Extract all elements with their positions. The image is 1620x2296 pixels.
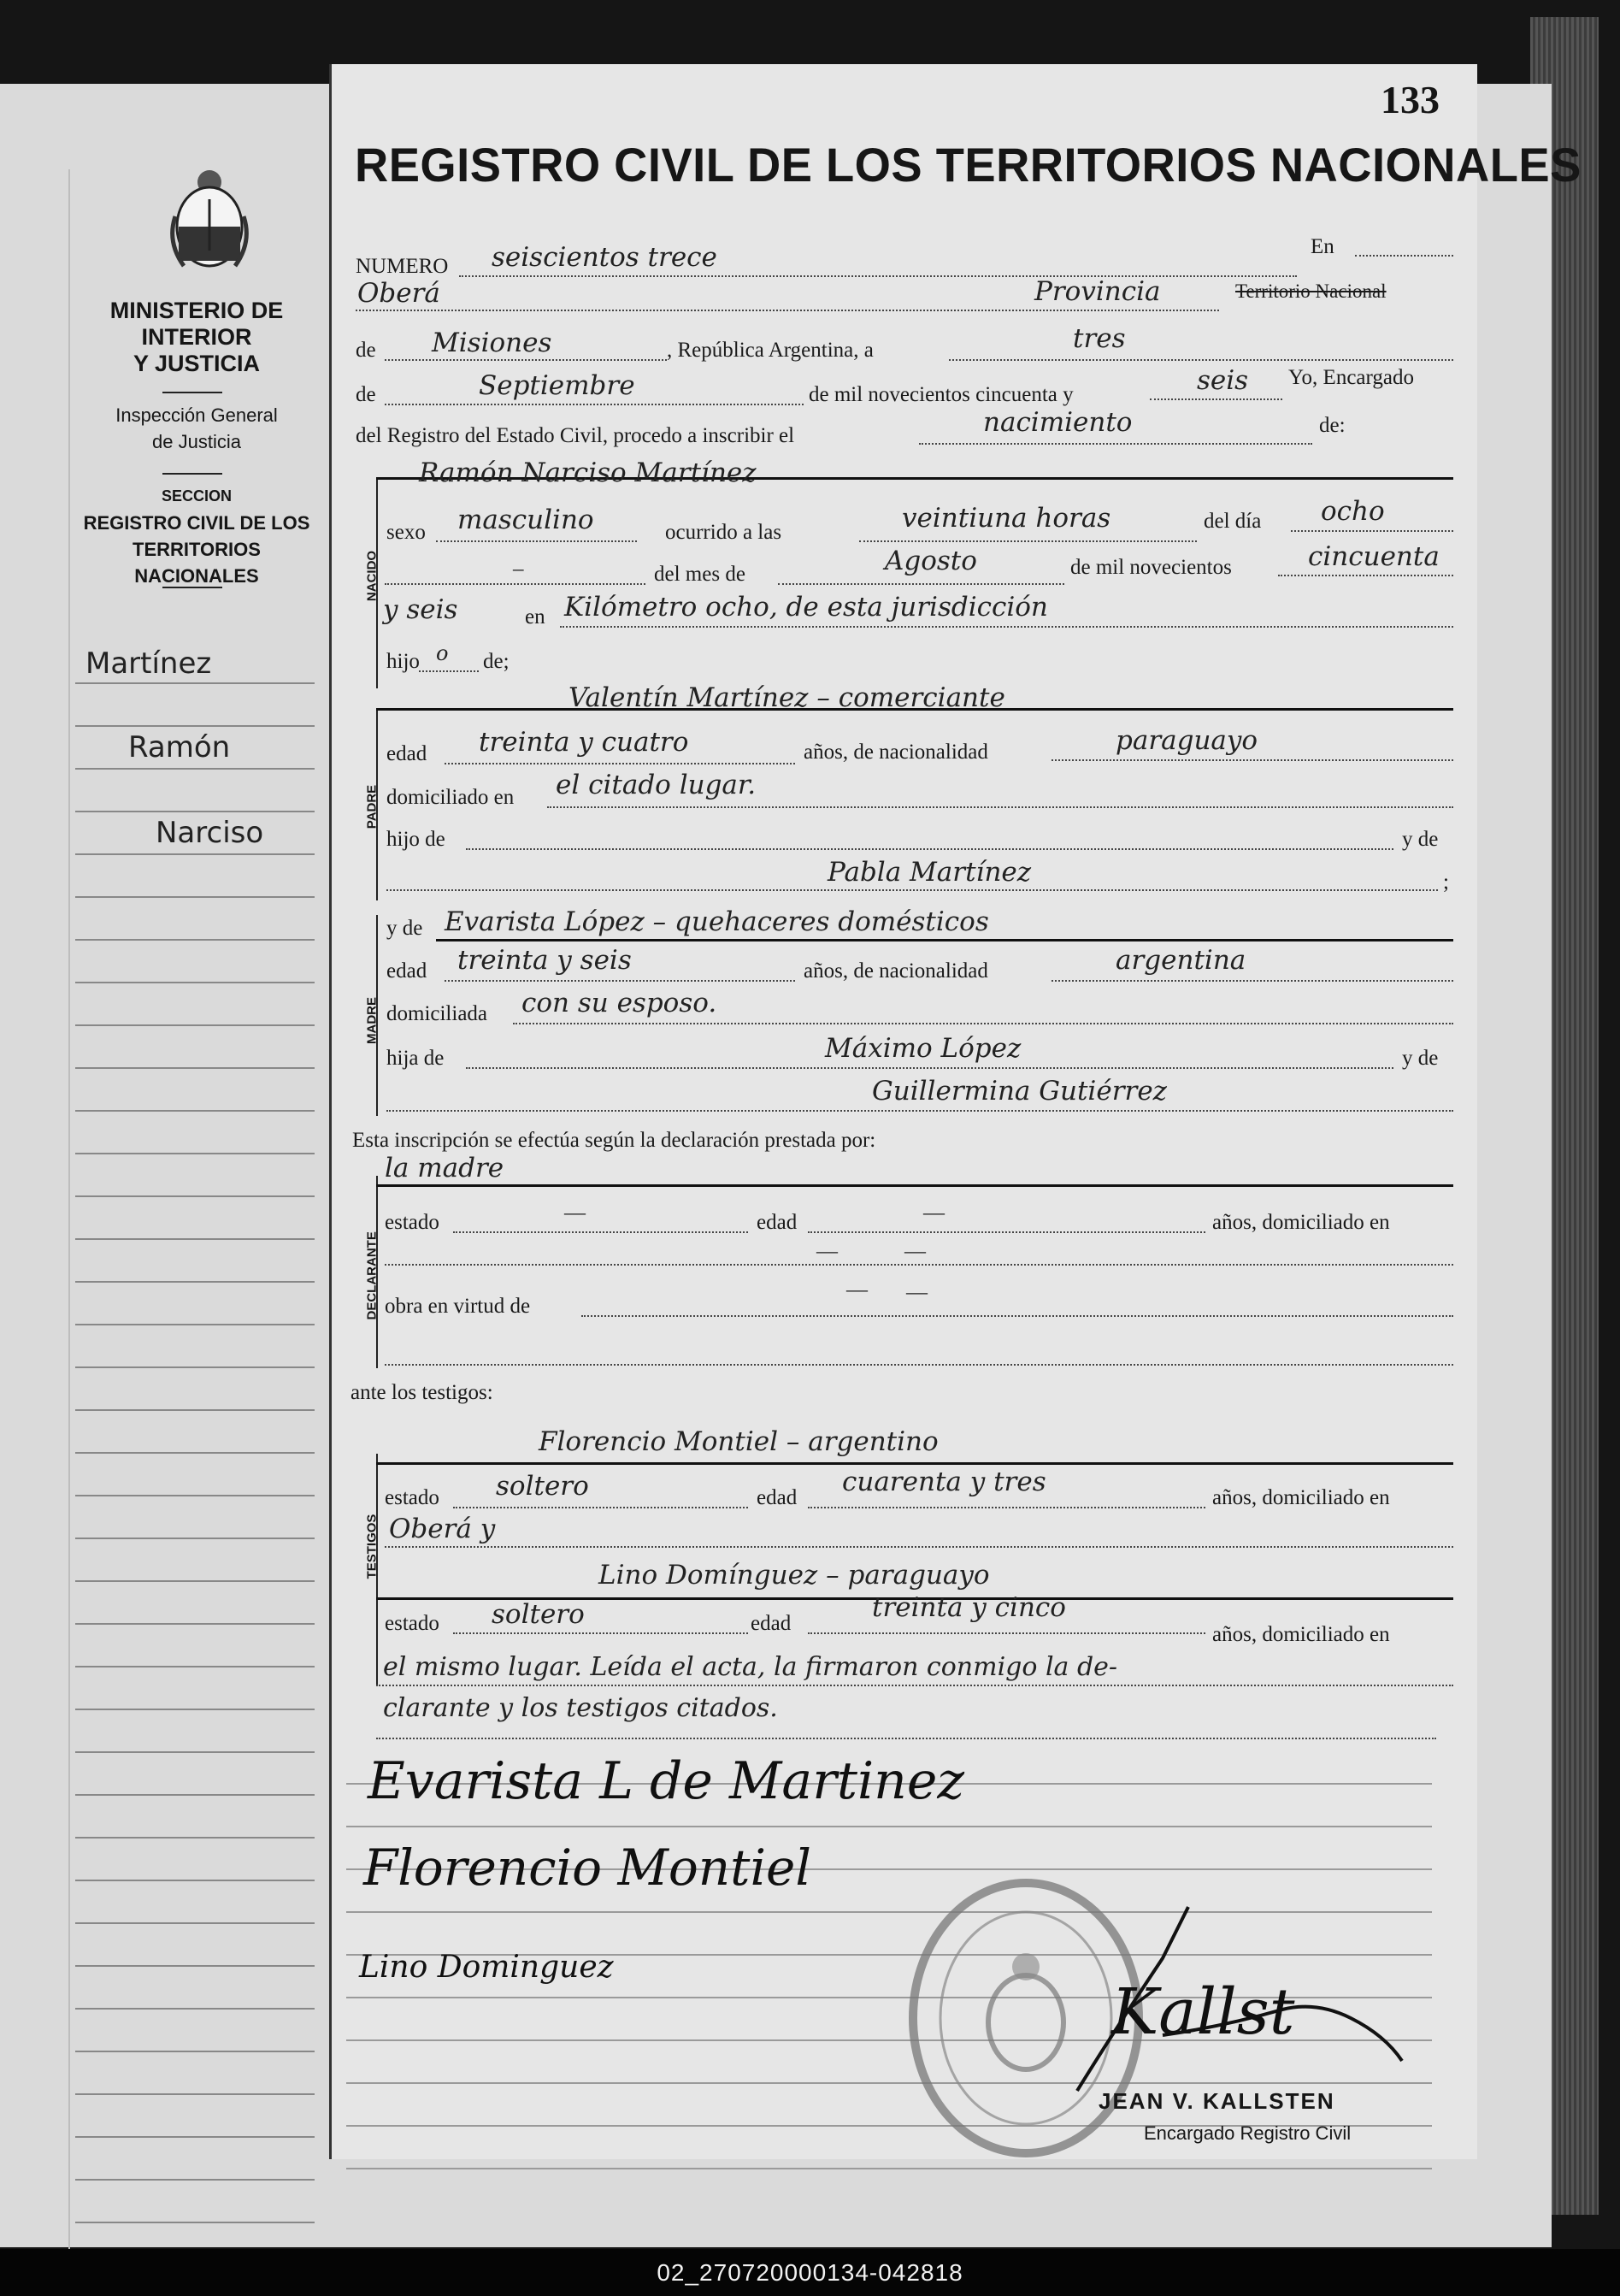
padre-hijo-de-label: hijo de	[386, 828, 445, 851]
de-label-1: de	[356, 339, 376, 362]
declarante-estado-dash: —	[564, 1201, 586, 1225]
de-nacido-label: de;	[483, 650, 510, 673]
del-registro-label: del Registro del Estado Civil, procedo a inscribir el	[356, 424, 795, 447]
act-type-line	[919, 443, 1312, 445]
stub-rule-line	[75, 1709, 315, 1710]
dia-value: ocho	[1321, 496, 1385, 527]
anio-line	[1278, 575, 1453, 576]
stub-rule-line	[75, 1324, 315, 1325]
numero-line	[459, 275, 1297, 277]
stub-rule-line	[75, 1965, 315, 1967]
stub-divider	[162, 587, 222, 588]
padre-section-label: PADRE	[364, 784, 380, 829]
padre-padres-line	[386, 889, 1438, 891]
declarante-obra-label: obra en virtud de	[385, 1295, 531, 1318]
day-value: tres	[1073, 323, 1126, 354]
madre-domicilio-line	[513, 1023, 1453, 1024]
stub-rule-line	[75, 1281, 315, 1283]
lugar-line	[560, 626, 1453, 628]
stub-rule-line	[75, 1409, 315, 1411]
testigo1-dom-line	[385, 1546, 1453, 1548]
stub-rule-line	[75, 1238, 315, 1240]
stub-rule-line	[75, 2051, 315, 2052]
signature-rule-line	[346, 2168, 1432, 2169]
madre-nacionalidad: argentina	[1116, 945, 1246, 976]
stub-rule-line	[75, 982, 315, 983]
stub-rule-line	[75, 2179, 315, 2181]
declarante-estado-label: estado	[385, 1211, 439, 1234]
testigo2-estado-label: estado	[385, 1612, 439, 1635]
dash-line	[385, 583, 645, 585]
place-value: Oberá	[357, 278, 440, 309]
hora-value: veintiuna horas	[902, 503, 1111, 534]
declarante-value: la madre	[385, 1153, 504, 1183]
stub-rule-line	[75, 1666, 315, 1667]
padre-domicilio: el citado lugar.	[556, 770, 757, 800]
sexo-label: sexo	[386, 521, 426, 544]
en-line	[1355, 255, 1453, 257]
madre-y-de-label-2: y de	[1402, 1047, 1439, 1070]
madre-nacionalidad-label: años, de nacionalidad	[804, 959, 988, 983]
mes-value: Agosto	[885, 546, 977, 576]
closing-text: clarante y los testigos citados.	[383, 1693, 778, 1723]
official-signature: Kallst	[1111, 1975, 1295, 2049]
provincia-value: Provincia	[1034, 276, 1161, 307]
month-line	[385, 404, 804, 405]
del-mes-label: del mes de	[654, 563, 745, 586]
stub-rule-line	[75, 1153, 315, 1154]
hijo-value: o	[436, 641, 449, 665]
territorio-label: Territorio Nacional	[1235, 280, 1387, 302]
signature-testigo-1: Florencio Montiel	[363, 1839, 811, 1897]
lugar-value: Kilómetro ocho, de esta jurisdicción	[564, 592, 1048, 623]
padre-edad-line	[445, 763, 795, 764]
coat-of-arms-icon	[167, 165, 252, 276]
stub-name-1: Ramón	[128, 730, 231, 764]
sexo-value: masculino	[457, 505, 594, 535]
stub-rule-line	[75, 1580, 315, 1582]
stub-rule-line	[75, 1110, 315, 1112]
numero-label: NUMERO	[356, 255, 449, 278]
madre-name-line	[436, 939, 1453, 941]
testigo1-name: Florencio Montiel – argentino	[539, 1426, 939, 1457]
page-number: 133	[1381, 78, 1440, 121]
de-colon-label: de:	[1319, 414, 1346, 437]
signature-declarante: Evarista L de Martinez	[368, 1751, 964, 1811]
declarante-dom-dash: —	[816, 1240, 838, 1263]
stub-rule-line	[75, 939, 315, 941]
mil-label: de mil novecientos cincuenta y	[809, 383, 1074, 406]
madre-name: Evarista López – quehaceres domésticos	[445, 906, 989, 937]
sexo-line	[436, 540, 637, 542]
month-value: Septiembre	[479, 370, 635, 401]
stub-rule-line	[75, 1837, 315, 1839]
nacido-name: Ramón Narciso Martínez	[419, 457, 757, 488]
declarante-dom-dash-2: —	[904, 1240, 926, 1263]
stub-rule-line	[75, 1366, 315, 1368]
ministry-line-1: MINISTERIO DE INTERIOR	[109, 298, 284, 350]
mes-line	[778, 583, 1064, 585]
ministry-line-2: Y JUSTICIA	[133, 351, 261, 376]
form-title: REGISTRO CIVIL DE LOS TERRITORIOS NACIONALES	[355, 138, 1582, 192]
stub-rule-line	[75, 1452, 315, 1454]
declarante-edad-label: edad	[757, 1211, 798, 1234]
numero-value: seiscientos trece	[492, 242, 717, 273]
madre-domicilio: con su esposo.	[521, 988, 717, 1018]
stub-divider	[162, 392, 222, 393]
stub-rule-line	[75, 2222, 315, 2223]
stub-name-2: Narciso	[156, 816, 264, 850]
official-title: Encargado Registro Civil	[1144, 2122, 1352, 2144]
section-line-2: REGISTRO CIVIL DE LOS	[83, 512, 310, 534]
province-value: Misiones	[432, 328, 552, 358]
declarante-intro: Esta inscripción se efectúa según la declaración prestada por:	[352, 1129, 876, 1152]
province-line	[385, 359, 667, 361]
madre-edad: treinta y seis	[457, 945, 632, 976]
hijo-label: hijo	[386, 650, 420, 673]
madre-padre: Máximo López	[825, 1033, 1022, 1064]
stub-rule-line	[75, 1024, 315, 1026]
stub-rule-line	[75, 2008, 315, 2010]
testigo2-anos-label: años, domiciliado en	[1212, 1623, 1390, 1646]
ocurrido-label: ocurrido a las	[665, 521, 782, 544]
testigo1-dom: Oberá y	[389, 1514, 496, 1544]
stub-surname: Martínez	[85, 646, 212, 681]
stub-rule-line	[75, 1623, 315, 1625]
padre-name: Valentín Martínez – comerciante	[568, 682, 1005, 713]
stub-rule-line	[75, 1922, 315, 1924]
madre-domicilio-label: domiciliada	[386, 1002, 488, 1025]
madre-nacionalidad-line	[1052, 980, 1453, 982]
day-line	[949, 359, 1453, 361]
republica-label: , República Argentina, a	[667, 339, 874, 362]
yo-label: Yo, Encargado	[1288, 366, 1414, 389]
declarante-edad-dash: —	[923, 1201, 945, 1225]
stub-rule-line	[75, 725, 315, 727]
testigo1-edad: cuarenta y tres	[842, 1467, 1046, 1497]
testigo2-dom: el mismo lugar. Leída el acta, la firmaron conmigo la de-	[383, 1652, 1118, 1682]
stub-rule-line	[75, 1880, 315, 1881]
padre-semicolon: ;	[1443, 871, 1449, 894]
stub	[0, 84, 329, 2247]
del-dia-label: del día	[1204, 510, 1262, 533]
testigo1-estado: soltero	[496, 1471, 589, 1502]
testigo2-edad: treinta y cinco	[872, 1592, 1066, 1623]
signature-testigo-2: Lino Dominguez	[359, 1950, 614, 1985]
stub-rule-line	[75, 1794, 315, 1796]
closing-line-1	[376, 1685, 1453, 1686]
madre-madre: Guillermina Gutiérrez	[872, 1076, 1168, 1107]
anio-value: cincuenta	[1308, 541, 1440, 572]
padre-y-de-label: y de	[1402, 828, 1439, 851]
hijo-line	[419, 670, 479, 672]
madre-hija-de-line	[466, 1067, 1393, 1069]
declarante-obra-dash: —	[846, 1278, 868, 1301]
stub-rule-line	[75, 811, 315, 812]
stub-rule-line	[75, 1195, 315, 1197]
stub-rule-line	[75, 1067, 315, 1069]
testigo1-anos-label: años, domiciliado en	[1212, 1486, 1390, 1509]
official-name: JEAN V. KALLSTEN	[1099, 2088, 1335, 2114]
madre-hija-de-label: hija de	[386, 1047, 445, 1070]
testigo2-name: Lino Domínguez – paraguayo	[598, 1560, 990, 1591]
anio-value-2: y seis	[383, 594, 458, 625]
signature-rule-line	[346, 1826, 1432, 1827]
act-type-value: nacimiento	[983, 407, 1133, 438]
testigo2-edad-line	[808, 1632, 1205, 1634]
testigo1-estado-label: estado	[385, 1486, 439, 1509]
nacido-section-label: NACIDO	[364, 550, 380, 602]
padre-edad: treinta y cuatro	[479, 727, 689, 758]
testigos-intro: ante los testigos:	[351, 1381, 493, 1404]
stub-rule-line	[75, 768, 315, 770]
stub-rule-line	[75, 1538, 315, 1539]
section-line-1: SECCION	[161, 487, 232, 505]
stub-rule-line	[75, 853, 315, 855]
hora-line	[859, 540, 1197, 542]
declarante-anos-label: años, domiciliado en	[1212, 1211, 1390, 1234]
nacido-dash: –	[513, 558, 524, 581]
madre-y-de-label: y de	[386, 917, 423, 940]
declarante-extra-line	[385, 1364, 1453, 1366]
madre-section-label: MADRE	[364, 997, 380, 1044]
scan-footer: 02_270720000134-042818	[0, 2249, 1620, 2296]
testigo1-name-line	[376, 1462, 1453, 1465]
declarante-section-label: DECLARANTE	[364, 1231, 380, 1320]
place-line	[356, 310, 1219, 311]
en-label: En	[1311, 235, 1334, 258]
testigo2-edad-label: edad	[751, 1612, 792, 1635]
declarante-obra-line	[581, 1315, 1453, 1317]
declarante-estado-line	[453, 1231, 748, 1233]
en-nacido-label: en	[525, 605, 545, 629]
padre-nacionalidad-line	[1052, 759, 1453, 761]
padre-nacionalidad-label: años, de nacionalidad	[804, 741, 988, 764]
testigos-section-label: TESTIGOS	[364, 1514, 380, 1579]
mil-nacido-label: de mil novecientos	[1070, 556, 1232, 579]
closing-line-2	[376, 1738, 1436, 1739]
madre-madre-line	[386, 1110, 1453, 1112]
section-line-3: TERRITORIOS NACIONALES	[133, 539, 261, 587]
declarante-domicilio-line	[385, 1264, 1453, 1266]
stub-rule-line	[75, 2093, 315, 2095]
dia-line	[1291, 530, 1453, 532]
padre-padres: Pabla Martínez	[828, 857, 1032, 888]
testigo1-edad-label: edad	[757, 1486, 798, 1509]
year-line	[1150, 398, 1282, 400]
stub-rule-line	[75, 682, 315, 684]
declarante-edad-line	[808, 1231, 1205, 1233]
stub-rule-line	[75, 1495, 315, 1496]
padre-domicilio-line	[547, 806, 1453, 808]
declarante-obra-dash-2: —	[906, 1281, 928, 1304]
inspection-line-2: de Justicia	[152, 431, 241, 452]
year-value: seis	[1197, 365, 1249, 396]
de-label-2: de	[356, 383, 376, 406]
testigo2-estado: soltero	[492, 1599, 585, 1630]
madre-edad-label: edad	[386, 959, 427, 983]
inspection-line-1: Inspección General	[115, 404, 278, 426]
testigo1-edad-line	[808, 1507, 1205, 1508]
padre-nacionalidad: paraguayo	[1116, 725, 1258, 756]
padre-domicilio-label: domiciliado en	[386, 786, 515, 809]
stub-rule-line	[75, 2136, 315, 2138]
stub-divider	[162, 473, 222, 475]
stub-rule-line	[75, 896, 315, 898]
testigo2-estado-line	[453, 1632, 748, 1634]
padre-edad-label: edad	[386, 742, 427, 765]
madre-edad-line	[445, 980, 795, 982]
testigo1-estado-line	[453, 1507, 748, 1508]
stub-rule-line	[75, 1751, 315, 1753]
declarante-value-line	[376, 1184, 1453, 1187]
padre-hijo-de-line	[466, 848, 1393, 850]
